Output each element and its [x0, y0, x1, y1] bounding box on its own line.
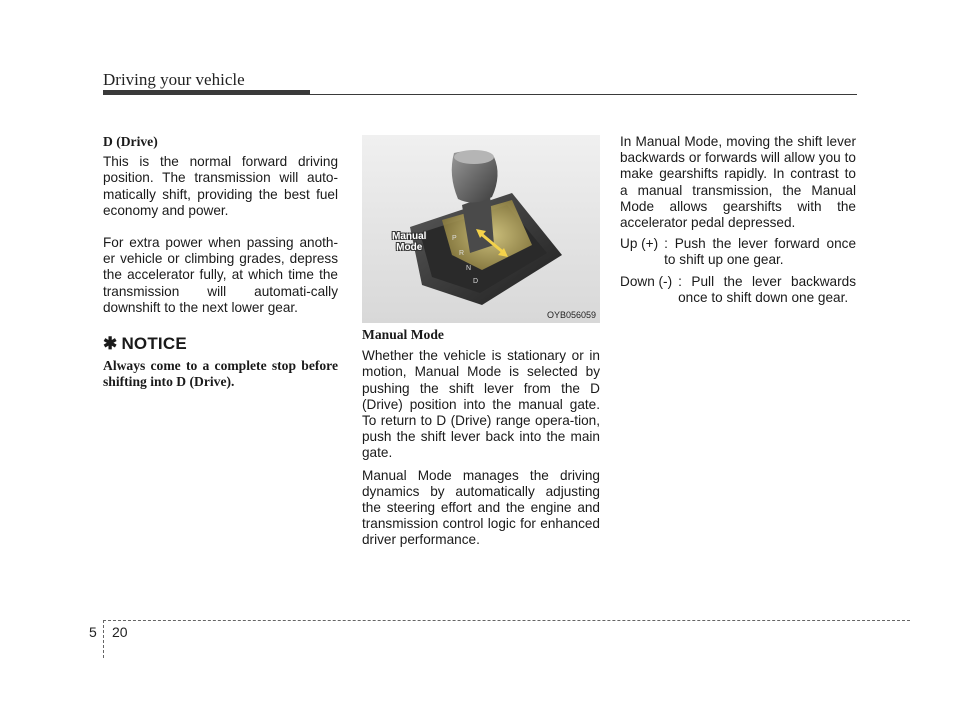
manual-mode-paragraph-2: Manual Mode manages the driving dynamics by automatically adjusting the steering effort and the engine and transmission control logic for enhanced driver performance. [362, 467, 600, 548]
svg-text:R: R [459, 250, 465, 257]
page-header-title: Driving your vehicle [103, 70, 245, 89]
left-column [103, 134, 338, 390]
callout-line-1: Manual [392, 231, 427, 242]
callout-line-2: Mode [396, 242, 423, 253]
shift-lever-figure [362, 135, 600, 323]
page-number: 20 [112, 624, 128, 640]
manual-mode-callout [392, 231, 426, 253]
notice-title-label: NOTICE [121, 334, 187, 354]
down-row [620, 274, 856, 306]
manual-mode-paragraph-3: In Manual Mode, moving the shift lever backwards or forwards will allow you to make gearshifts rapidly. In contrast to a manual transmission, the Manual Mode allows gearshifts with the accelerator pedal depressed. [620, 134, 856, 231]
svg-text:D: D [473, 278, 479, 285]
figure-id: OYB056059 [546, 310, 596, 320]
header-rule-thin [310, 94, 857, 95]
manual-mode-heading: Manual Mode [362, 327, 444, 342]
drive-paragraph-2: For extra power when passing anoth-er vehicle or climbing grades, depress the accelerator fully, at which time the transmission will automati-cally downshift to the next lower gear. [103, 235, 338, 315]
notice-text: Always come to a complete stop before shifting into D (Drive). [103, 358, 338, 390]
shift-lever-illustration [362, 135, 600, 323]
svg-text:N: N [466, 265, 472, 272]
middle-column [362, 327, 600, 549]
up-label: Up (+) [620, 236, 659, 252]
notice-title [103, 336, 338, 352]
notice-asterisk-icon: ✱ [103, 334, 118, 354]
up-text: : Push the lever forward once to shift up one gear. [664, 236, 856, 268]
up-row [620, 236, 856, 268]
manual-mode-paragraph-1: Whether the vehicle is stationary or in motion, Manual Mode is selected by pushing the shift lever from the D (Drive) position into the manual gate. To return to D (Drive) range opera-tion, push the shift lever back into the main gate. [362, 348, 600, 461]
header-rule-thick [103, 90, 310, 95]
drive-heading: D (Drive) [103, 134, 158, 149]
chapter-number: 5 [89, 624, 97, 640]
drive-paragraph-1: This is the normal forward driving position. The transmission will auto-matically shift, providing the best fuel economy and power. [103, 154, 338, 218]
svg-text:P: P [452, 235, 457, 242]
down-label: Down (-) [620, 273, 673, 289]
footer-rule [103, 620, 910, 621]
down-text: : Pull the lever backwards once to shift down one gear. [678, 273, 856, 305]
right-column [620, 134, 856, 306]
footer-divider [103, 620, 104, 658]
